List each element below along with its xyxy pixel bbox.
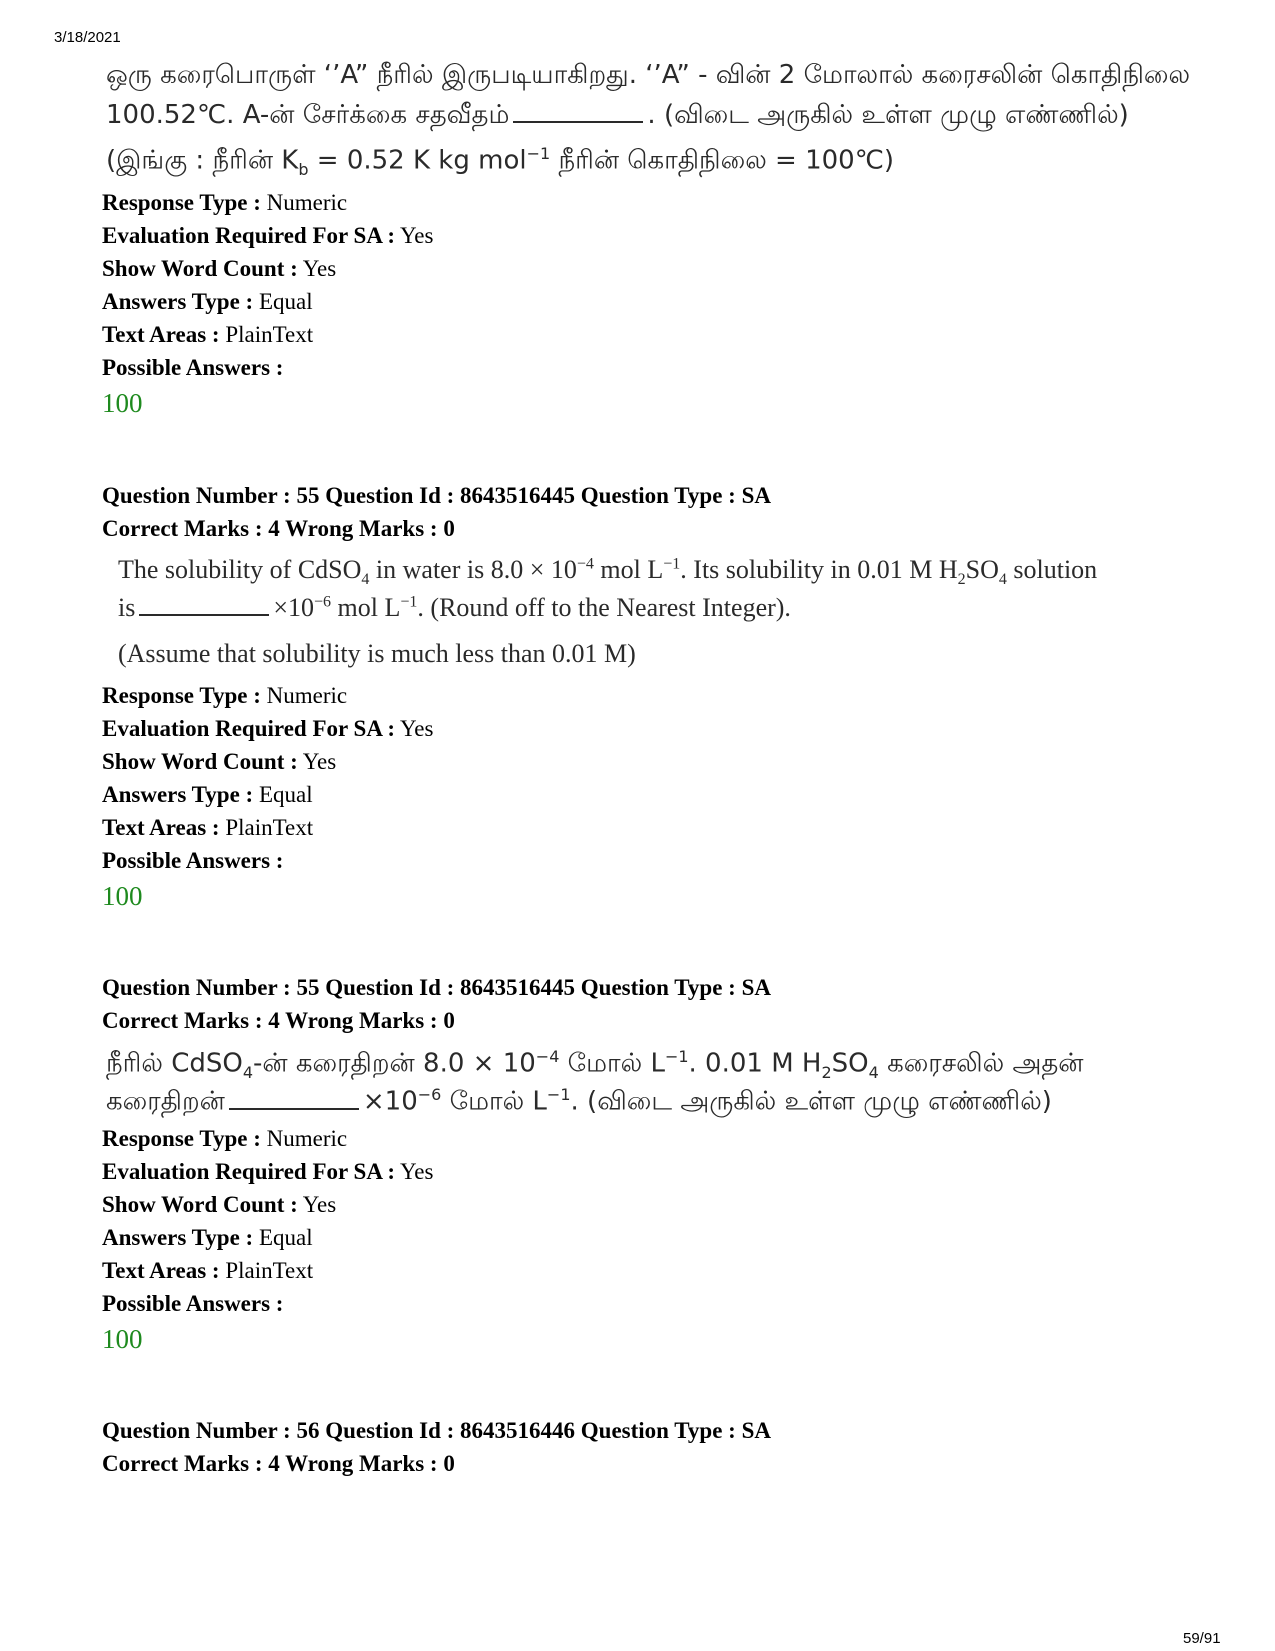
answer-blank	[139, 594, 269, 616]
answer-blank	[513, 101, 643, 123]
possible-answer-value: 100	[102, 388, 143, 418]
question-56-header	[102, 1414, 1192, 1480]
question-number-line: Question Number : 55 Question Id : 8643516445 Question Type : SA	[102, 975, 771, 1000]
question-number-line: Question Number : 56 Question Id : 8643516446 Question Type : SA	[102, 1418, 771, 1443]
possible-answer-value: 100	[102, 881, 143, 911]
question-55-metadata	[102, 679, 1192, 914]
english-line-3: (Assume that solubility is much less than 0.01 M)	[118, 639, 636, 668]
response-type-row: Response Type : Numeric	[102, 683, 348, 708]
print-date: 3/18/2021	[54, 29, 121, 46]
word-count-row: Show Word Count : Yes	[102, 1192, 337, 1217]
evaluation-row: Evaluation Required For SA : Yes	[102, 716, 434, 741]
word-count-row: Show Word Count : Yes	[102, 749, 337, 774]
text-areas-row: Text Areas : PlainText	[102, 322, 314, 347]
tamil-line-1: நீரில் CdSO$_4$-ன் கரைதிறன் $8.0 \times 10^{-4}$ மோல் $L^{-1}$. 0.01 M $H_2SO_4$ கரைசலில் அதன்	[106, 1047, 1084, 1082]
response-type-row: Response Type : Numeric	[102, 190, 348, 215]
possible-answers-row: Possible Answers :	[102, 355, 284, 380]
question-55-tamil-metadata	[102, 1122, 1192, 1357]
answer-blank	[229, 1088, 359, 1110]
question-54-metadata	[102, 186, 1192, 421]
evaluation-row: Evaluation Required For SA : Yes	[102, 223, 434, 248]
answers-type-row: Answers Type : Equal	[102, 782, 313, 807]
question-55-english-text	[118, 553, 1198, 678]
tamil-line-2: 100.52℃. A-ன் சேர்க்கை சதவீதம் . (விடை அருகில் உள்ள முழு எண்ணில்)	[106, 100, 1129, 130]
tamil-line-2: கரைதிறன் $\times 10^{-6}$ மோல் $L^{-1}$. (விடை அருகில் உள்ள முழு எண்ணில்)	[106, 1085, 1052, 1117]
text-areas-row: Text Areas : PlainText	[102, 1258, 314, 1283]
question-55-header	[102, 479, 1192, 545]
possible-answer-value: 100	[102, 1324, 143, 1354]
answers-type-row: Answers Type : Equal	[102, 1225, 313, 1250]
marks-line: Correct Marks : 4 Wrong Marks : 0	[102, 516, 455, 541]
question-55-tamil-text	[106, 1045, 1186, 1125]
answers-type-row: Answers Type : Equal	[102, 289, 313, 314]
tamil-line-3: (இங்கு : நீரின் $K_b = 0.52$ K kg mol$^{-1}$ நீரின் கொதிநிலை = 100℃)	[106, 144, 895, 179]
page-number: 59/91	[1183, 1630, 1221, 1647]
tamil-line-1: ஒரு கரைபொருள் ‘’A” நீரில் இருபடியாகிறது. ‘’A” - வின் 2 மோலால் கரைசலின் கொதிநிலை	[106, 60, 1191, 90]
question-54-tamil-text	[106, 58, 1191, 183]
question-number-line: Question Number : 55 Question Id : 8643516445 Question Type : SA	[102, 483, 771, 508]
response-type-row: Response Type : Numeric	[102, 1126, 348, 1151]
marks-line: Correct Marks : 4 Wrong Marks : 0	[102, 1451, 455, 1476]
question-55-tamil-header	[102, 971, 1192, 1037]
possible-answers-row: Possible Answers :	[102, 848, 284, 873]
evaluation-row: Evaluation Required For SA : Yes	[102, 1159, 434, 1184]
marks-line: Correct Marks : 4 Wrong Marks : 0	[102, 1008, 455, 1033]
possible-answers-row: Possible Answers :	[102, 1291, 284, 1316]
english-line-2: is $\times 10^{-6}$ mol $L^{-1}$. (Round off to the Nearest Integer).	[118, 593, 791, 622]
text-areas-row: Text Areas : PlainText	[102, 815, 314, 840]
word-count-row: Show Word Count : Yes	[102, 256, 337, 281]
english-line-1: The solubility of CdSO$_4$ in water is $8.0 \times 10^{-4}$ mol $L^{-1}$. Its solubility in 0.01 M $H_2SO_4$ solution	[118, 555, 1098, 589]
